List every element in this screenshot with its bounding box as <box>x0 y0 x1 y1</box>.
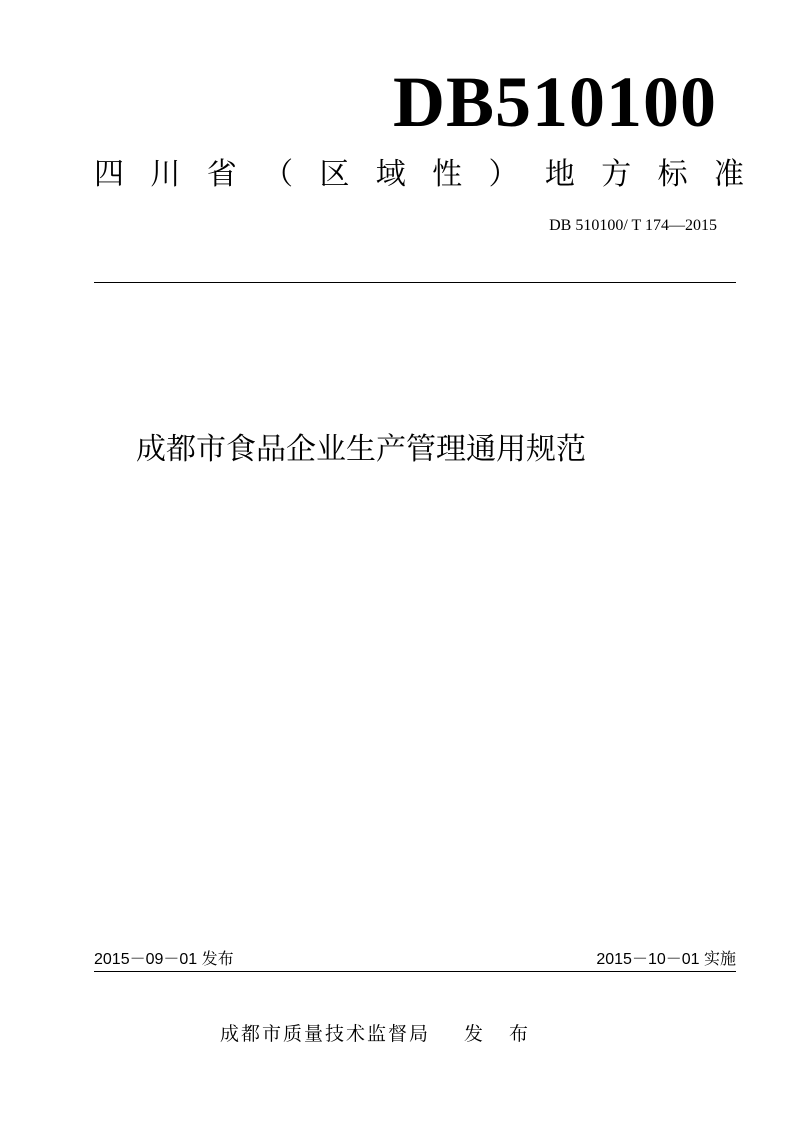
category-char: 川 <box>150 157 181 192</box>
category-char: 省 <box>206 157 237 192</box>
standard-category <box>94 152 744 198</box>
implementation-date: 2015－10－01 实施 <box>596 951 736 968</box>
category-char: 准 <box>713 157 744 192</box>
issue-word: 发 布 <box>464 1023 539 1045</box>
category-char: 性 <box>432 157 463 192</box>
category-char: ） <box>488 157 519 192</box>
category-char: 区 <box>319 157 350 192</box>
footer-divider <box>94 971 736 972</box>
category-char: 地 <box>544 157 575 192</box>
standard-number: DB 510100/ T 174—2015 <box>549 217 717 234</box>
document-title: 成都市食品企业生产管理通用规范 <box>136 432 586 467</box>
category-char: 域 <box>375 157 406 192</box>
date-row <box>94 949 736 971</box>
category-char: 标 <box>657 157 688 192</box>
category-char: 方 <box>601 157 632 192</box>
category-char: （ <box>263 157 294 192</box>
release-date: 2015－09－01 发布 <box>94 951 234 968</box>
header-divider <box>94 282 736 283</box>
issuer-name: 成都市质量技术监督局 <box>220 1023 431 1045</box>
issuer-row <box>220 1020 538 1048</box>
standard-code-heading: DB510100 <box>392 62 717 142</box>
category-char: 四 <box>94 157 124 192</box>
